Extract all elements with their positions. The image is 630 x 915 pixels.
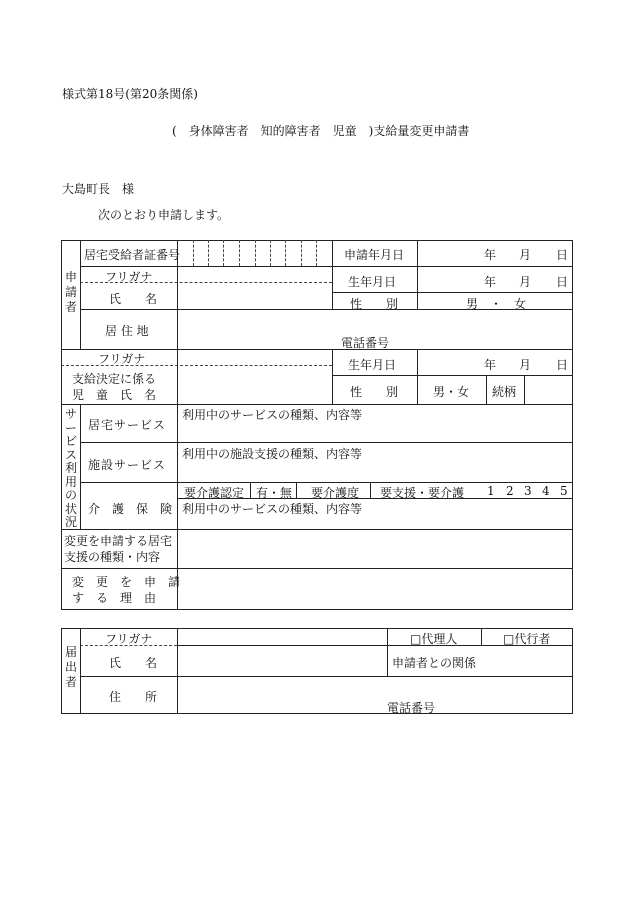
application-date-label: 申請年月日 xyxy=(344,248,405,262)
application-date-day: 日 xyxy=(556,248,569,262)
child-furigana-label: フリガナ xyxy=(98,352,146,366)
applicant-section-label: 申 請 者 xyxy=(64,270,77,314)
notifier-relation-label: 申請者との関係 xyxy=(392,656,477,670)
addressee: 大島町長 様 xyxy=(62,182,135,196)
child-birth-day: 日 xyxy=(556,358,569,372)
child-birth-year: 年 xyxy=(484,358,497,372)
form-number: 様式第18号(第20条関係) xyxy=(62,87,198,101)
change-type-label-1: 変更を申請する居宅 xyxy=(64,534,173,548)
care-insurance-note: 利用中のサービスの種類、内容等 xyxy=(182,502,363,516)
care-level-number-1: 1 xyxy=(487,484,495,498)
notifier-section-label: 届 出 者 xyxy=(64,645,77,689)
applicant-birth-month: 月 xyxy=(519,275,532,289)
child-birth-month: 月 xyxy=(519,358,532,372)
care-cert-label: 要介護認定 xyxy=(184,486,245,500)
change-reason-label-2: す る 理 由 xyxy=(72,591,157,605)
applicant-furigana-label: フリガナ xyxy=(105,270,153,284)
care-level-number-2: 2 xyxy=(506,484,514,498)
notifier-phone-label: 電話番号 xyxy=(387,701,436,715)
care-insurance-label: 介 護 保 険 xyxy=(88,502,173,516)
care-level-number-5: 5 xyxy=(560,484,568,498)
child-gender-options: 男・女 xyxy=(433,385,470,399)
notifier-name-label: 氏 名 xyxy=(109,656,158,670)
proxy-checkbox[interactable]: □代行者 xyxy=(503,632,551,646)
care-level-options: 要支援・要介護 xyxy=(380,486,465,500)
home-service-label: 居宅サービス xyxy=(88,418,167,432)
child-birthdate-label: 生年月日 xyxy=(348,358,397,372)
care-level-number-4: 4 xyxy=(542,484,550,498)
application-date-month: 月 xyxy=(519,248,532,262)
care-level-number-3: 3 xyxy=(524,484,532,498)
change-type-label-2: 支援の種類・内容 xyxy=(64,550,161,564)
service-status-section-label: サ ー ビ ス 利 用 の 状 況 xyxy=(64,407,77,529)
child-relation-label: 続柄 xyxy=(492,385,517,399)
home-service-note: 利用中のサービスの種類、内容等 xyxy=(182,408,363,422)
agent-checkbox[interactable]: □代理人 xyxy=(410,632,458,646)
notifier-furigana-label: フリガナ xyxy=(105,632,153,646)
applicant-address-label: 居 住 地 xyxy=(105,324,149,338)
child-name-label-1: 支給決定に係る xyxy=(72,372,157,386)
care-level-label: 要介護度 xyxy=(311,486,360,500)
applicant-gender-label: 性 別 xyxy=(350,297,399,311)
applicant-birth-day: 日 xyxy=(556,275,569,289)
applicant-phone-label: 電話番号 xyxy=(341,336,390,350)
applicant-name-label: 氏 名 xyxy=(109,292,158,306)
facility-service-label: 施設サービス xyxy=(88,458,167,472)
application-date-year: 年 xyxy=(484,248,497,262)
care-cert-options: 有・無 xyxy=(256,486,293,500)
applicant-birthdate-label: 生年月日 xyxy=(348,275,397,289)
change-reason-label-1: 変 更 を 申 請 xyxy=(72,575,181,589)
applicant-birth-year: 年 xyxy=(484,275,497,289)
notifier-address-label: 住 所 xyxy=(109,690,158,704)
form-title: ( 身体障害者 知的障害者 児童 )支給量変更申請書 xyxy=(172,124,470,138)
intro-text: 次のとおり申請します。 xyxy=(98,208,230,222)
facility-service-note: 利用中の施設支援の種類、内容等 xyxy=(182,447,363,461)
applicant-gender-options: 男 ・ 女 xyxy=(466,297,527,311)
child-name-label-2: 児 童 氏 名 xyxy=(72,388,157,402)
child-gender-label: 性 別 xyxy=(350,385,399,399)
recipient-number-label: 居宅受給者証番号 xyxy=(84,248,181,262)
